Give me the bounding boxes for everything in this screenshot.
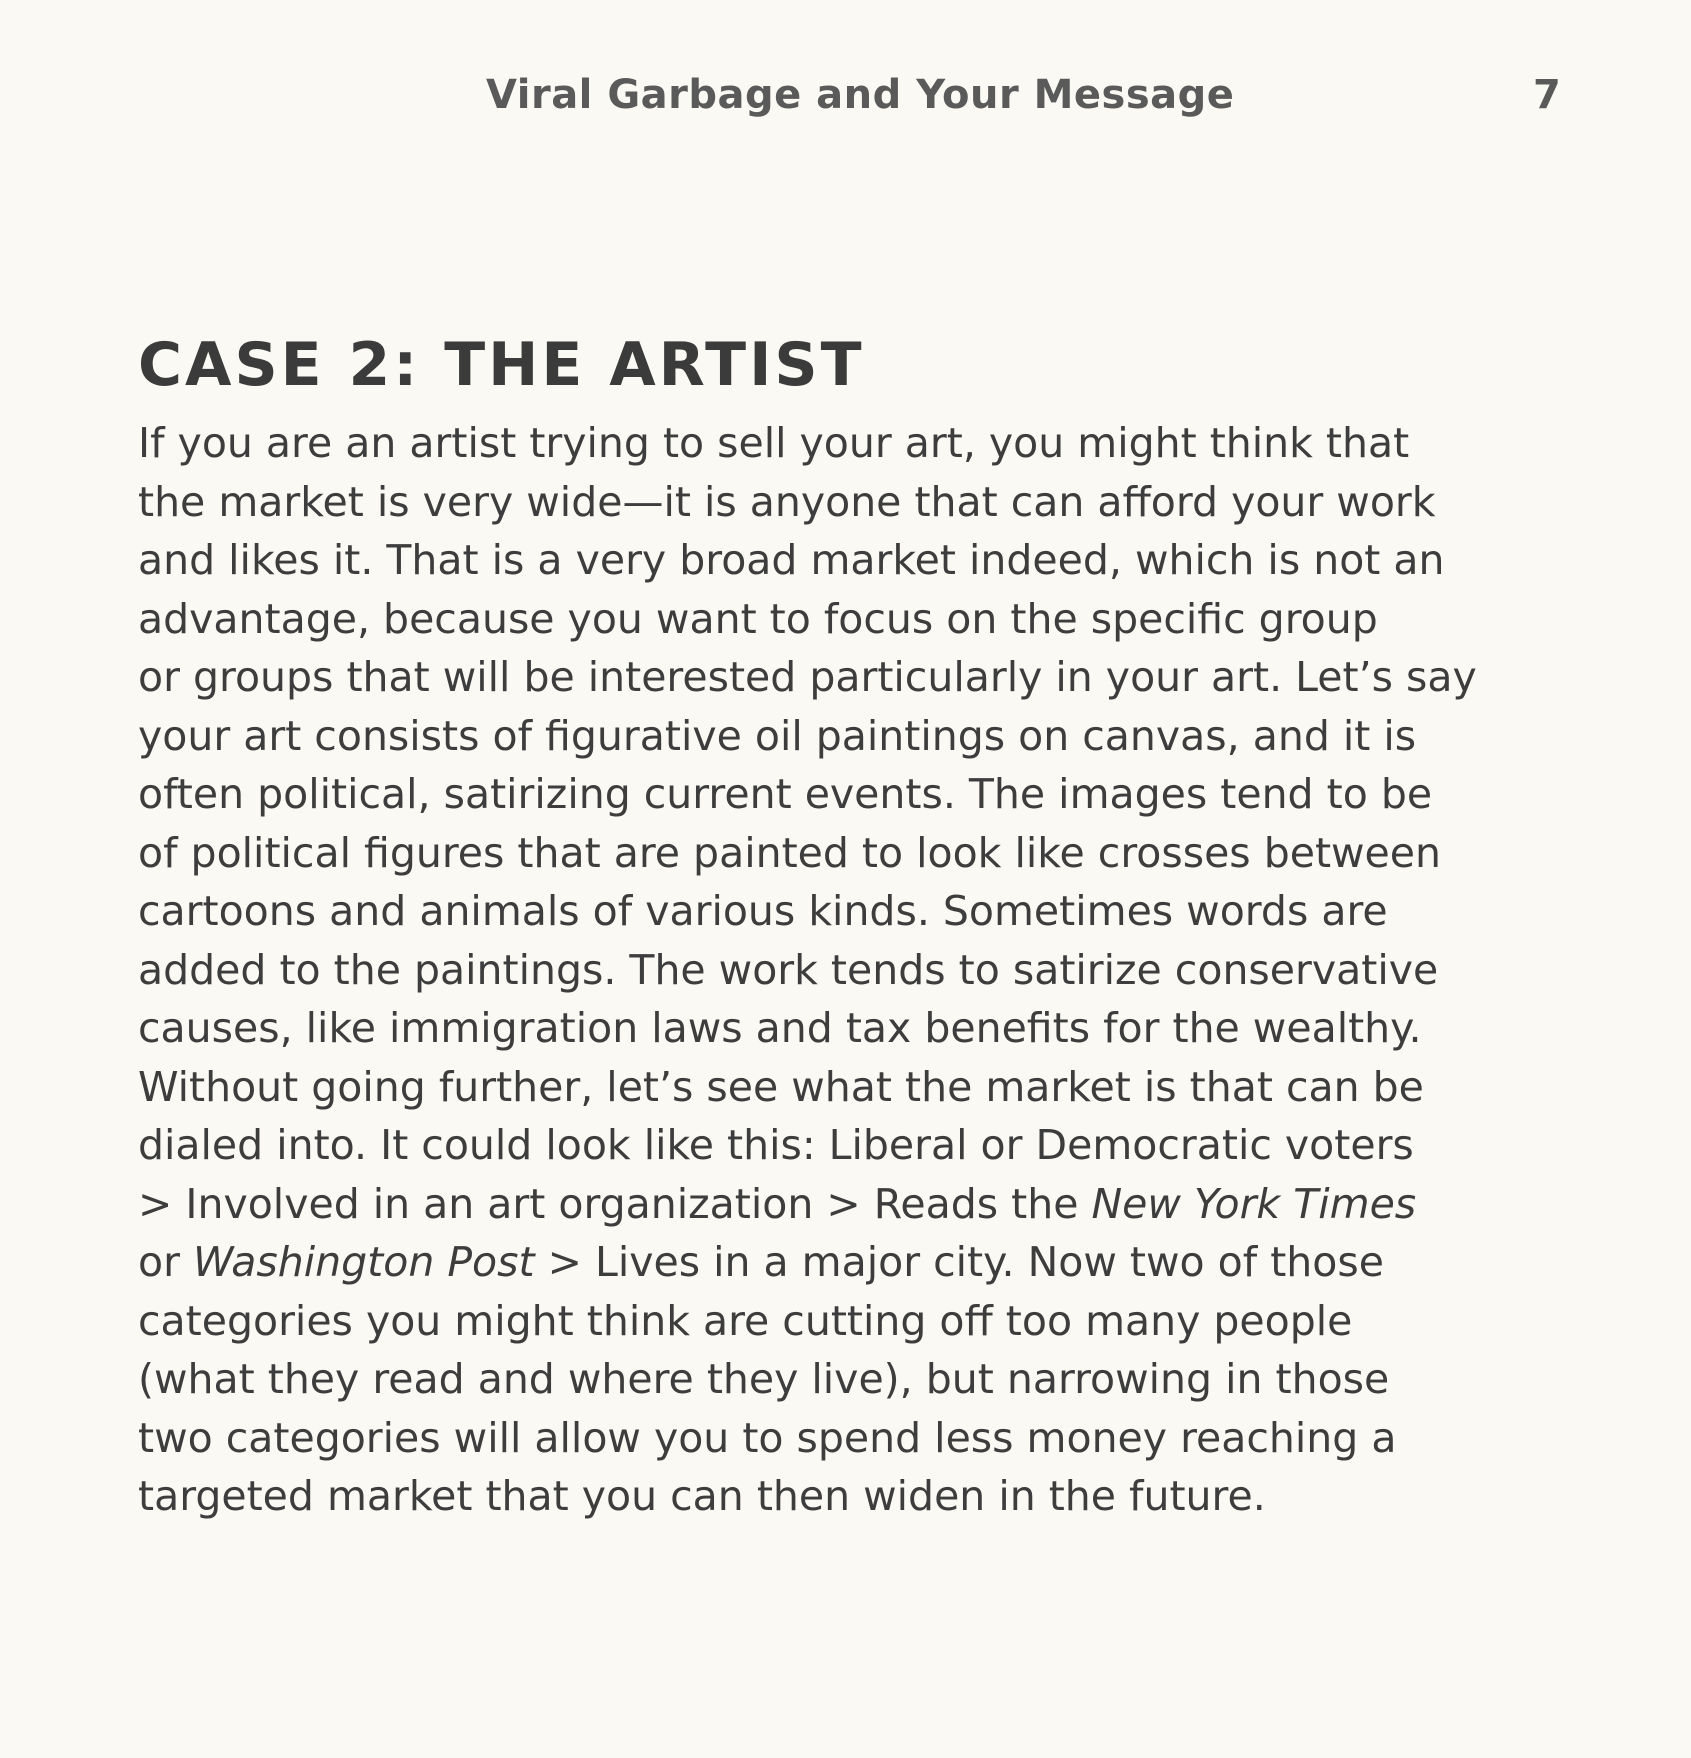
paragraph-line: the market is very wide—it is anyone that can afford your work bbox=[138, 477, 1436, 526]
paragraph-line: your art consists of figurative oil paintings on canvas, and it is bbox=[138, 711, 1417, 760]
paragraph-line bbox=[138, 1175, 1558, 1234]
line-text: > Involved in an art organization > Reads the bbox=[138, 1179, 1092, 1228]
paragraph-line: often political, satirizing current events. The images tend to be bbox=[138, 770, 1433, 818]
line-text: > Lives in a major city. Now two of those bbox=[534, 1238, 1384, 1286]
paragraph-line: cartoons and animals of various kinds. Sometimes words are bbox=[138, 887, 1388, 935]
paragraph-line: (what they read and where they live), but narrowing in those bbox=[138, 1355, 1390, 1403]
running-header bbox=[0, 72, 1691, 132]
publication-title: Washington Post bbox=[192, 1238, 535, 1286]
page-number: 7 bbox=[1533, 72, 1561, 118]
paragraph-line: added to the paintings. The work tends to satirize conservative bbox=[138, 945, 1439, 994]
paragraph-line: advantage, because you want to focus on the specific group bbox=[138, 594, 1378, 643]
paragraph-line: Without going further, let’s see what the market is that can be bbox=[138, 1062, 1424, 1111]
publication-title: New York Times bbox=[1091, 1179, 1417, 1228]
paragraph-line: If you are an artist trying to sell your art, you might think that bbox=[138, 419, 1410, 467]
section-heading: CASE 2: THE ARTIST bbox=[138, 330, 865, 400]
paragraph-line bbox=[138, 1233, 1558, 1292]
paragraph-line: two categories will allow you to spend less money reaching a bbox=[138, 1413, 1397, 1462]
running-header-title: Viral Garbage and Your Message bbox=[486, 72, 1235, 118]
paragraph-line: targeted market that you can then widen in the future. bbox=[138, 1472, 1266, 1520]
paragraph-line: dialed into. It could look like this: Liberal or Democratic voters bbox=[138, 1121, 1414, 1169]
paragraph-line: and likes it. That is a very broad market indeed, which is not an bbox=[138, 536, 1445, 584]
line-text: or bbox=[138, 1238, 193, 1286]
paragraph-line: of political figures that are painted to look like crosses between bbox=[138, 828, 1441, 877]
paragraph-line: or groups that will be interested particularly in your art. Let’s say bbox=[138, 653, 1477, 701]
body-paragraph bbox=[138, 414, 1558, 1526]
paragraph-line: causes, like immigration laws and tax benefits for the wealthy. bbox=[138, 1004, 1422, 1052]
paragraph-line: categories you might think are cutting off too many people bbox=[138, 1296, 1353, 1345]
